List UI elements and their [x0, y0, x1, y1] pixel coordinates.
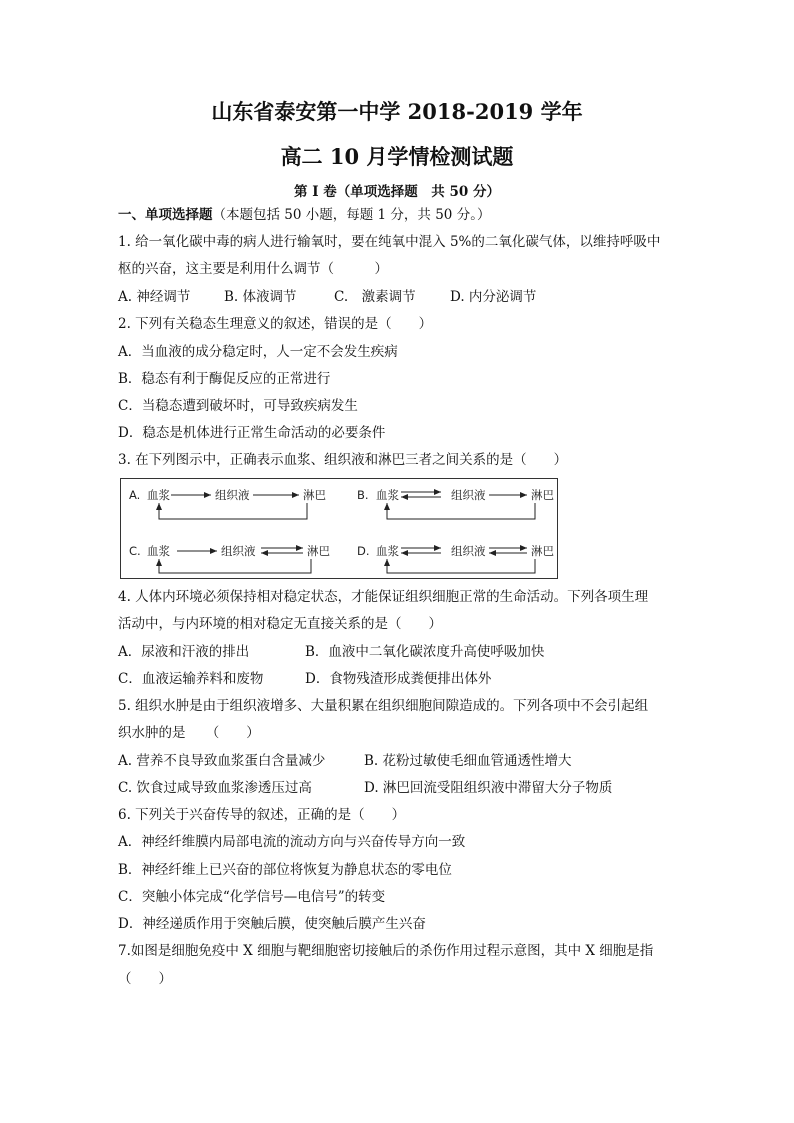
q5-options-ab [118, 752, 572, 770]
diagram-b-lymph: 淋巴 [531, 488, 554, 502]
q5-stem-line2: 织水肿的是 （ ） [118, 725, 260, 741]
q2-option-d: D．稳态是机体进行正常生命活动的必要条件 [118, 425, 386, 441]
arrow-a-lymph-plasma [159, 503, 307, 519]
q4-option-c: C．血液运输养料和废物 [118, 671, 264, 687]
section-title: 第 I 卷（单项选择题 共 50 分） [294, 184, 500, 200]
q5-option-c: C. 饮食过咸导致血浆渗透压过高 [118, 780, 312, 796]
diagram-b-plasma: 血浆 [376, 488, 399, 502]
q6-option-d: D．神经递质作用于突触后膜，使突触后膜产生兴奋 [118, 916, 426, 932]
arrow-d-lymph-plasma [387, 559, 535, 573]
exam-title: 高二 10 月学情检测试题 [280, 144, 514, 169]
diagram-c-plasma: 血浆 [147, 544, 170, 558]
diagram-b-label: B. [357, 488, 369, 502]
arrow-c-lymph-plasma [159, 559, 311, 573]
q1-option-d: D. 内分泌调节 [450, 289, 537, 305]
q4-option-b: B．血液中二氧化碳浓度升高使呼吸加快 [305, 644, 545, 660]
q3-stem: 3. 在下列图示中，正确表示血浆、组织液和淋巴三者之间关系的是（ ） [118, 452, 568, 468]
q1-option-c: C. 激素调节 [334, 289, 416, 305]
q2-stem: 2. 下列有关稳态生理意义的叙述，错误的是（ ） [118, 316, 433, 332]
q5-options-cd [118, 779, 612, 797]
q1-option-b: B. 体液调节 [224, 289, 297, 305]
q1-options [118, 288, 536, 306]
diagram-c-lymph: 淋巴 [307, 544, 330, 558]
q6-option-c: C．突触小体完成“化学信号—电信号”的转变 [118, 889, 386, 905]
q4-stem-line1: 4. 人体内环境必须保持相对稳定状态，才能保证组织细胞正常的生命活动。下列各项生理 [118, 589, 649, 605]
section1-note: （本题包括 50 小题，每题 1 分，共 50 分。） [212, 207, 491, 223]
diagram-d-tissue: 组织液 [451, 544, 486, 558]
diagram-a-label: A. [129, 488, 141, 502]
q5-option-a: A. 营养不良导致血浆蛋白含量减少 [118, 753, 326, 769]
arrow-b-lymph-plasma [387, 503, 535, 519]
q2-option-c: C．当稳态遭到破坏时，可导致疾病发生 [118, 398, 358, 414]
q5-option-d: D. 淋巴回流受阻组织液中滞留大分子物质 [364, 780, 613, 796]
q5-option-b: B. 花粉过敏使毛细血管通透性增大 [364, 753, 572, 769]
q2-option-a: A．当血液的成分稳定时，人一定不会发生疾病 [118, 344, 398, 360]
q1-stem-line1: 1. 给一氧化碳中毒的病人进行输氧时，要在纯氧中混入 5%的二氧化碳气体，以维持呼吸中 [118, 234, 661, 250]
diagram-d-label: D. [357, 544, 370, 558]
q7-stem-line1: 7.如图是细胞免疫中 X 细胞与靶细胞密切接触后的杀伤作用过程示意图，其中 X 细胞是指 [118, 943, 654, 959]
q4-options-ab [118, 643, 544, 661]
q6-option-b: B．神经纤维上已兴奋的部位将恢复为静息状态的零电位 [118, 862, 452, 878]
section1-label: 一、单项选择题 [118, 207, 213, 223]
q7-stem-line2: （ ） [118, 971, 172, 987]
diagram-c-tissue: 组织液 [221, 544, 256, 558]
school-title: 山东省泰安第一中学 2018-2019 学年 [211, 99, 583, 124]
diagram-a-tissue: 组织液 [215, 488, 250, 502]
q4-option-a: A．尿液和汗液的排出 [118, 644, 250, 660]
diagram-b-tissue: 组织液 [451, 488, 486, 502]
diagram-d-plasma: 血浆 [376, 544, 399, 558]
q6-stem: 6. 下列关于兴奋传导的叙述，正确的是（ ） [118, 807, 406, 823]
section1-heading [118, 206, 678, 224]
diagram-a-lymph: 淋巴 [303, 488, 326, 502]
q4-options-cd [118, 670, 491, 688]
diagram-c-label: C. [129, 544, 141, 558]
q4-option-d: D．食物残渣形成粪便排出体外 [305, 671, 492, 687]
q3-diagram [120, 478, 558, 579]
q1-option-a: A. 神经调节 [118, 289, 191, 305]
diagram-d-lymph: 淋巴 [531, 544, 554, 558]
q5-stem-line1: 5. 组织水肿是由于组织液增多、大量积累在组织细胞间隙造成的。下列各项中不会引起组 [118, 698, 649, 714]
q6-option-a: A．神经纤维膜内局部电流的流动方向与兴奋传导方向一致 [118, 834, 466, 850]
q2-option-b: B．稳态有利于酶促反应的正常进行 [118, 371, 331, 387]
diagram-a-plasma: 血浆 [147, 488, 170, 502]
q1-stem-line2: 枢的兴奋，这主要是利用什么调节（ ） [118, 261, 388, 277]
q4-stem-line2: 活动中，与内环境的相对稳定无直接关系的是（ ） [118, 616, 442, 632]
